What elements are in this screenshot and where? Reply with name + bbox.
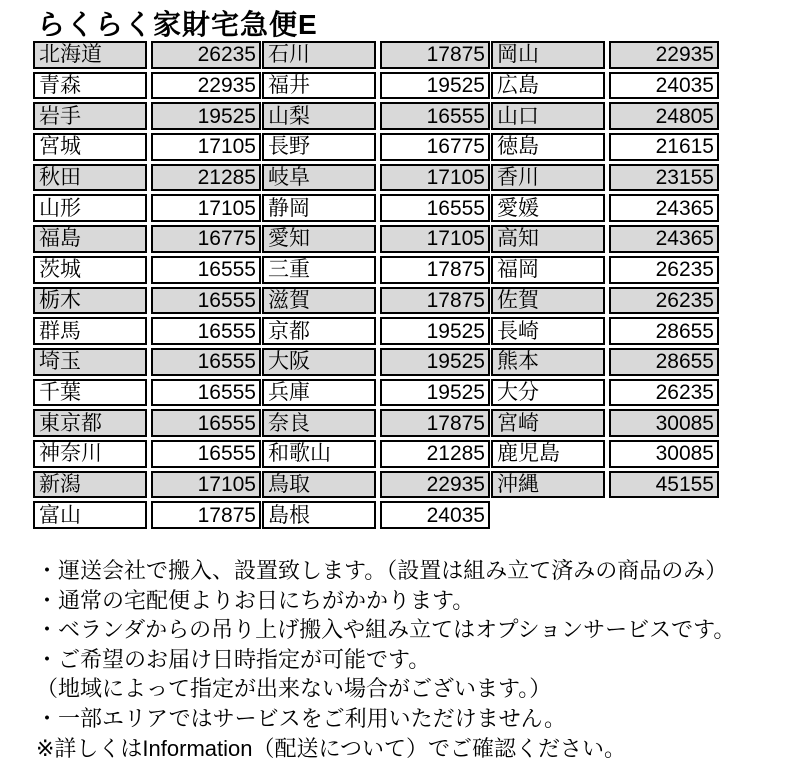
fee-cell: 19525 xyxy=(380,379,490,407)
prefecture-cell: 茨城 xyxy=(33,256,147,284)
fee-cell: 22935 xyxy=(609,41,719,69)
prefecture-cell: 岩手 xyxy=(33,102,147,130)
fee-cell: 16555 xyxy=(151,256,261,284)
note-line: ・ベランダからの吊り上げ搬入や組み立てはオプションサービスです。 xyxy=(36,617,736,643)
prefecture-cell: 福井 xyxy=(262,72,376,100)
fee-cell: 17875 xyxy=(380,409,490,437)
fee-cell: 16555 xyxy=(151,348,261,376)
prefecture-cell: 広島 xyxy=(491,72,605,100)
prefecture-cell: 秋田 xyxy=(33,164,147,192)
table-row xyxy=(33,379,719,407)
fee-cell: 17875 xyxy=(380,41,490,69)
fee-cell: 24035 xyxy=(380,501,490,529)
fee-cell: 16555 xyxy=(151,317,261,345)
prefecture-cell: 愛媛 xyxy=(491,194,605,222)
prefecture-cell: 東京都 xyxy=(33,409,147,437)
prefecture-cell: 鹿児島 xyxy=(491,440,605,468)
fee-cell: 21285 xyxy=(380,440,490,468)
prefecture-cell: 福島 xyxy=(33,225,147,253)
prefecture-cell: 熊本 xyxy=(491,348,605,376)
fee-cell: 24365 xyxy=(609,194,719,222)
table-row xyxy=(33,501,719,529)
prefecture-cell: 三重 xyxy=(262,256,376,284)
prefecture-cell: 長野 xyxy=(262,133,376,161)
fee-cell: 21285 xyxy=(151,164,261,192)
prefecture-cell: 富山 xyxy=(33,501,147,529)
fee-cell: 28655 xyxy=(609,317,719,345)
fee-cell: 19525 xyxy=(380,348,490,376)
table-row xyxy=(33,471,719,499)
fee-cell: 22935 xyxy=(380,471,490,499)
fee-cell: 30085 xyxy=(609,440,719,468)
prefecture-cell: 佐賀 xyxy=(491,287,605,315)
prefecture-cell: 鳥取 xyxy=(262,471,376,499)
fee-cell: 24805 xyxy=(609,102,719,130)
table-row xyxy=(33,194,719,222)
fee-cell: 22935 xyxy=(151,72,261,100)
prefecture-cell: 長崎 xyxy=(491,317,605,345)
fee-cell: 17105 xyxy=(151,194,261,222)
prefecture-cell: 千葉 xyxy=(33,379,147,407)
prefecture-cell: 滋賀 xyxy=(262,287,376,315)
fee-cell: 28655 xyxy=(609,348,719,376)
fee-cell: 16555 xyxy=(151,379,261,407)
prefecture-cell: 香川 xyxy=(491,164,605,192)
fee-cell: 19525 xyxy=(151,102,261,130)
prefecture-cell: 愛知 xyxy=(262,225,376,253)
prefecture-cell: 岐阜 xyxy=(262,164,376,192)
prefecture-cell: 宮崎 xyxy=(491,409,605,437)
fee-cell: 26235 xyxy=(609,256,719,284)
table-row xyxy=(33,440,719,468)
prefecture-cell: 大阪 xyxy=(262,348,376,376)
prefecture-cell: 宮城 xyxy=(33,133,147,161)
table-row xyxy=(33,133,719,161)
fee-cell: 16555 xyxy=(151,440,261,468)
fee-cell: 16775 xyxy=(151,225,261,253)
prefecture-cell: 山口 xyxy=(491,102,605,130)
prefecture-cell: 埼玉 xyxy=(33,348,147,376)
prefecture-cell: 徳島 xyxy=(491,133,605,161)
prefecture-cell: 島根 xyxy=(262,501,376,529)
fee-cell: 17875 xyxy=(151,501,261,529)
table-row xyxy=(33,256,719,284)
fee-cell: 16555 xyxy=(151,287,261,315)
fee-cell: 16775 xyxy=(380,133,490,161)
fee-cell: 16555 xyxy=(380,194,490,222)
table-row xyxy=(33,102,719,130)
fee-cell: 16555 xyxy=(380,102,490,130)
fee-cell: 17875 xyxy=(380,256,490,284)
prefecture-cell: 新潟 xyxy=(33,471,147,499)
fee-cell: 26235 xyxy=(151,41,261,69)
note-line: ・ご希望のお届け日時指定が可能です。 xyxy=(36,646,431,672)
notes xyxy=(36,556,735,763)
prefecture-cell: 青森 xyxy=(33,72,147,100)
fee-table xyxy=(33,41,719,532)
fee-cell: 24365 xyxy=(609,225,719,253)
table-row xyxy=(33,41,719,69)
prefecture-cell: 福岡 xyxy=(491,256,605,284)
fee-cell: 26235 xyxy=(609,287,719,315)
prefecture-cell: 沖縄 xyxy=(491,471,605,499)
prefecture-cell: 奈良 xyxy=(262,409,376,437)
fee-cell: 17105 xyxy=(151,471,261,499)
fee-cell: 17105 xyxy=(380,225,490,253)
table-row xyxy=(33,164,719,192)
prefecture-cell: 和歌山 xyxy=(262,440,376,468)
prefecture-cell: 高知 xyxy=(491,225,605,253)
prefecture-cell: 神奈川 xyxy=(33,440,147,468)
note-line: ・通常の宅配便よりお日にちがかかります。 xyxy=(36,587,475,613)
table-row xyxy=(33,287,719,315)
fee-cell: 17875 xyxy=(380,287,490,315)
fee-cell: 24035 xyxy=(609,72,719,100)
fee-cell: 23155 xyxy=(609,164,719,192)
fee-cell: 17105 xyxy=(380,164,490,192)
fee-cell: 30085 xyxy=(609,409,719,437)
note-line: （地域によって指定が出来ない場合がございます。） xyxy=(36,676,552,702)
table-row xyxy=(33,317,719,345)
page-title: らくらく家財宅急便E xyxy=(37,9,318,40)
prefecture-cell: 山梨 xyxy=(262,102,376,130)
prefecture-cell: 岡山 xyxy=(491,41,605,69)
fee-cell: 19525 xyxy=(380,317,490,345)
prefecture-cell: 京都 xyxy=(262,317,376,345)
fee-cell: 19525 xyxy=(380,72,490,100)
fee-cell: 45155 xyxy=(609,471,719,499)
prefecture-cell: 北海道 xyxy=(33,41,147,69)
fee-cell: 16555 xyxy=(151,409,261,437)
table-row xyxy=(33,72,719,100)
prefecture-cell: 大分 xyxy=(491,379,605,407)
note-line: ・運送会社で搬入、設置致します。（設置は組み立て済みの商品のみ） xyxy=(36,558,728,583)
note-line: ※詳しくはInformation（配送について）でご確認ください。 xyxy=(36,735,627,761)
prefecture-cell: 群馬 xyxy=(33,317,147,345)
note-line: ・一部エリアではサービスをご利用いただけません。 xyxy=(36,705,566,731)
prefecture-cell: 兵庫 xyxy=(262,379,376,407)
fee-cell: 21615 xyxy=(609,133,719,161)
prefecture-cell: 静岡 xyxy=(262,194,376,222)
table-row xyxy=(33,348,719,376)
fee-cell: 26235 xyxy=(609,379,719,407)
prefecture-cell: 山形 xyxy=(33,194,147,222)
fee-cell: 17105 xyxy=(151,133,261,161)
prefecture-cell: 栃木 xyxy=(33,287,147,315)
table-row xyxy=(33,409,719,437)
prefecture-cell: 石川 xyxy=(262,41,376,69)
table-row xyxy=(33,225,719,253)
